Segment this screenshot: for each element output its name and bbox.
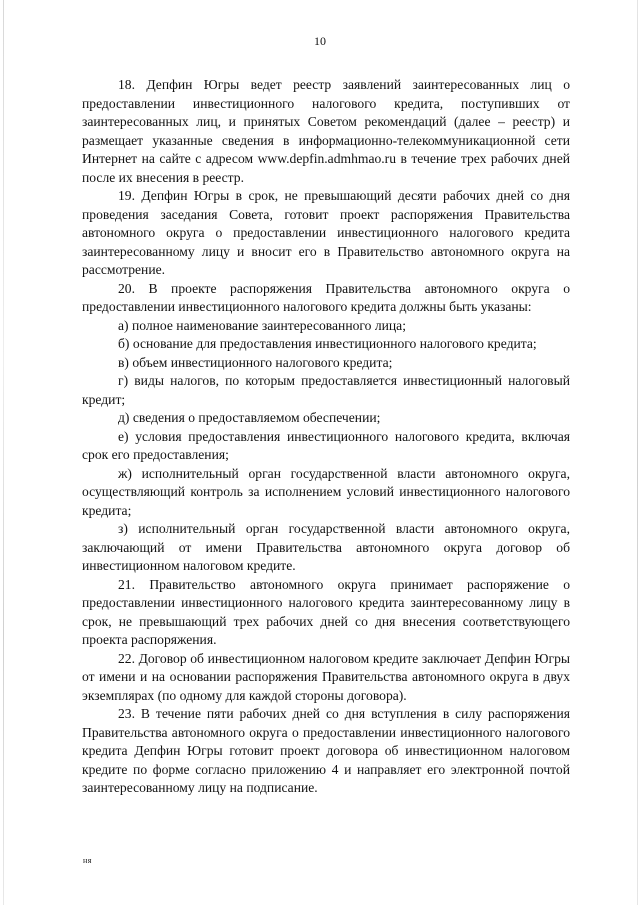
paragraph-20: 20. В проекте распоряжения Правительства автономного округа о предоставлении инвестиционного налогового кредита должны быть указаны: — [82, 280, 570, 314]
list-item-e: е) условия предоставления инвестиционного налогового кредита, включая срок его предоставления; — [82, 428, 570, 462]
list-item-v: в) объем инвестиционного налогового кредита; — [118, 354, 393, 370]
footer-mark: ня — [83, 856, 92, 865]
paragraph-23: 23. В течение пяти рабочих дней со дня вступления в силу распоряжения Правительства автономного округа о предоставлении инвестиционного налогового кредита Депфин Югры готовит проект договора об инвестиционном налоговом кредите по форме согласно приложению 4 и направляет его электронной почтой заинтересованному лицу на подписание. — [82, 706, 570, 795]
list-item-zh: ж) исполнительный орган государственной власти автономного округа, осуществляющий контроль за исполнением условий инвестиционного налогового кредита; — [82, 465, 570, 518]
list-item-d: д) сведения о предоставляемом обеспечении; — [118, 410, 381, 425]
page-number: 10 — [314, 34, 326, 48]
paragraph-18: 18. Депфин Югры ведет реестр заявлений заинтересованных лиц о предоставлении инвестиционного налогового кредита, поступивших от заинтересованных лиц, и принятых Советом рекомендаций (далее – реестр) и размещает указанные сведения в информационно-телекоммуникационной сети Интернет на сайте с адресом www.depfin.admhmao.ru в течение трех рабочих дней после их внесения в реестр. — [82, 77, 570, 185]
list-item-z: з) исполнительный орган государственной власти автономного округа, заключающий от имени Правительства автономного округа договор об инвестиционном налоговом кредите. — [82, 521, 570, 573]
scan-edge-right — [637, 0, 638, 905]
paragraph-19: 19. Депфин Югры в срок, не превышающий десяти рабочих дней со дня проведения заседания Совета, готовит проект распоряжения Правительства автономного округа о предоставлении инвестиционного налогового кредита заинтересованному лицу и вносит его в Правительство автономного округа на рассмотрение. — [82, 188, 570, 277]
scan-edge-left — [3, 0, 4, 905]
paragraph-21: 21. Правительство автономного округа принимает распоряжение о предоставлении инвестиционного налогового кредита заинтересованному лицу в срок, не превышающий трех рабочих дней со дня внесения соответствующего проекта распоряжения. — [82, 576, 570, 647]
paragraph-22: 22. Договор об инвестиционном налоговом кредите заключает Депфин Югры от имени и на основании распоряжения Правительства автономного округа в двух экземплярах (по одному для каждой стороны договора). — [82, 650, 570, 703]
list-item-b: б) основание для предоставления инвестиционного налогового кредита; — [118, 336, 537, 351]
document-body — [82, 76, 570, 798]
list-item-g: г) виды налогов, по которым предоставляется инвестиционный налоговый кредит; — [82, 373, 570, 407]
list-item-a: а) полное наименование заинтересованного лица; — [118, 317, 406, 333]
